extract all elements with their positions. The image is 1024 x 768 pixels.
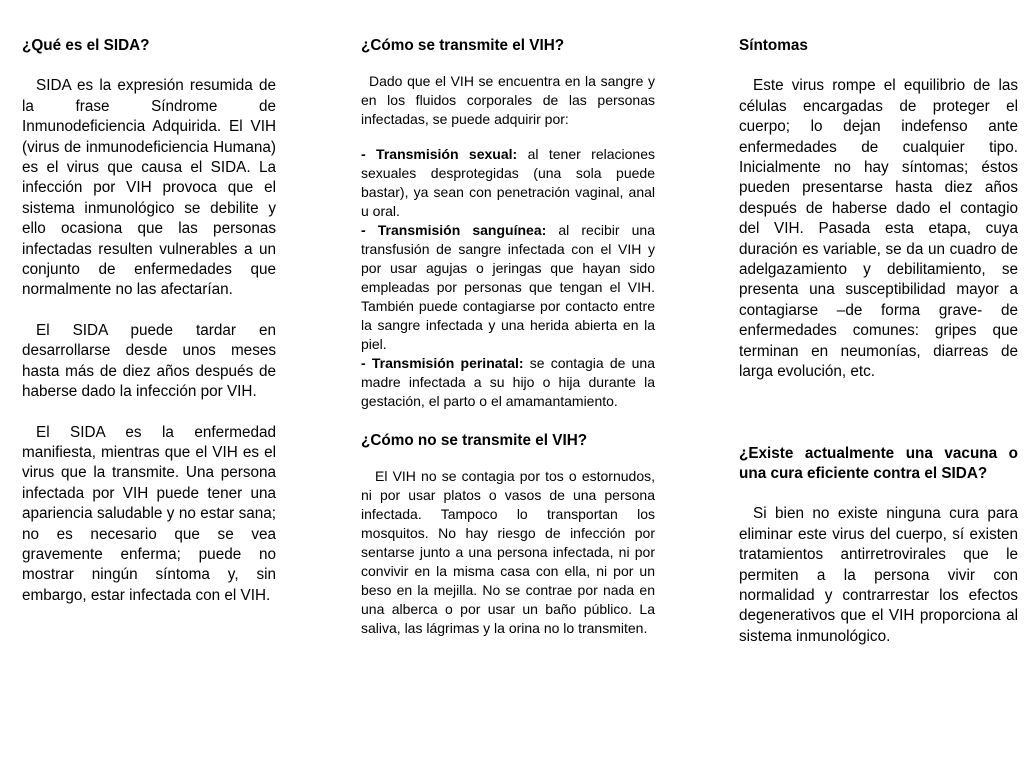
column-symptoms-and-cure [739,36,1018,647]
paragraph-symptoms: Este virus rompe el equilibrio de las células encargadas de proteger el cuerpo; lo dejan indefenso ante enfermedades de cualquier tipo. Inicialmente no hay síntomas; éstos pueden presentarse hasta diez años después de haberse dado el contagio del VIH. Pasada esta etapa, cuya duración es variable, se da un cuadro de adelgazamiento y debilitamiento, se presenta una susceptibilidad mayor a contagiarse –de forma grave- de enfermedades comunes: gripes que terminan en neumonías, diarreas de larga evolución, etc. [739,77,1018,381]
heading-symptoms: Síntomas [739,37,808,54]
label-blood-transmission: - Transmisión sanguínea: [361,222,547,238]
text-blood-transmission: al recibir una transfusión de sangre infectada con el VIH y por usar agujas o jeringas que hayan sido empleadas por personas que tengan el VIH. También puede contagiarse por contacto entre la sangre infectada y una herida abierta en la piel. [361,222,655,352]
heading-how-not-transmitted: ¿Cómo no se transmite el VIH? [361,432,588,449]
paragraph-development-time: El SIDA puede tardar en desarrollarse desde unos meses hasta más de diez años después de haberse dado la infección por VIH. [22,321,276,401]
label-sexual-transmission: - Transmisión sexual: [361,146,518,162]
item-blood-transmission [361,221,655,354]
paragraph-definition: SIDA es la expresión resumida de la frase Síndrome de Inmunodeficiencia Adquirida. El VIH (virus de inmunodeficiencia Humana) es el virus que causa el SIDA. La infección por VIH provoca que el sistema inmunológico se debilite y ello ocasiona que las personas infectadas resulten vulnerables a un conjunto de enfermedades que normalmente no las afectarían. [22,77,276,299]
label-perinatal-transmission: - Transmisión perinatal: [361,355,524,371]
column-transmission [361,36,655,638]
item-sexual-transmission [361,145,655,221]
heading-how-transmitted: ¿Cómo se transmite el VIH? [361,37,565,54]
heading-what-is-aids: ¿Qué es el SIDA? [22,37,150,54]
heading-vaccine-or-cure: ¿Existe actualmente una vacuna o una cura eficiente contra el SIDA? [739,444,1018,482]
item-perinatal-transmission [361,354,655,411]
column-what-is-aids [22,36,276,606]
paragraph-transmission-intro: Dado que el VIH se encuentra en la sangre y en los fluidos corporales de las personas infectadas, se puede adquirir por: [361,73,655,127]
paragraph-not-transmitted: El VIH no se contagia por tos o estornudos, ni por usar platos o vasos de una persona infectada. Tampoco lo transportan los mosquitos. No hay riesgo de infección por sentarse junto a una persona infectada, ni por convivir en la misma casa con ella, ni por un beso en la mejilla. No se contrae por nada en una alberca o por usar un baño público. La saliva, las lágrimas y la orina no lo transmiten. [361,468,655,636]
text-perinatal-transmission: se contagia de una madre infectada a su hijo o hija durante la gestación, el parto o el amamantamiento. [361,355,655,409]
text-sexual-transmission: al tener relaciones sexuales desprotegidas (una sola puede bastar), ya sean con penetración vaginal, anal u oral. [361,146,655,219]
paragraph-treatment: Si bien no existe ninguna cura para eliminar este virus del cuerpo, sí existen tratamientos antirretrovirales que le permiten a la persona vivir con normalidad y contrarrestar los efectos degenerativos que el VIH proporciona al sistema inmunológico. [739,505,1018,645]
paragraph-aids-vs-hiv: El SIDA es la enfermedad manifiesta, mientras que el VIH es el virus que la transmite. Una persona infectada por VIH puede tener una apariencia saludable y no estar sana; no es necesario que se vea gravemente enferma; puede no mostrar ningún síntoma y, sin embargo, estar infectada con el VIH. [22,423,276,604]
